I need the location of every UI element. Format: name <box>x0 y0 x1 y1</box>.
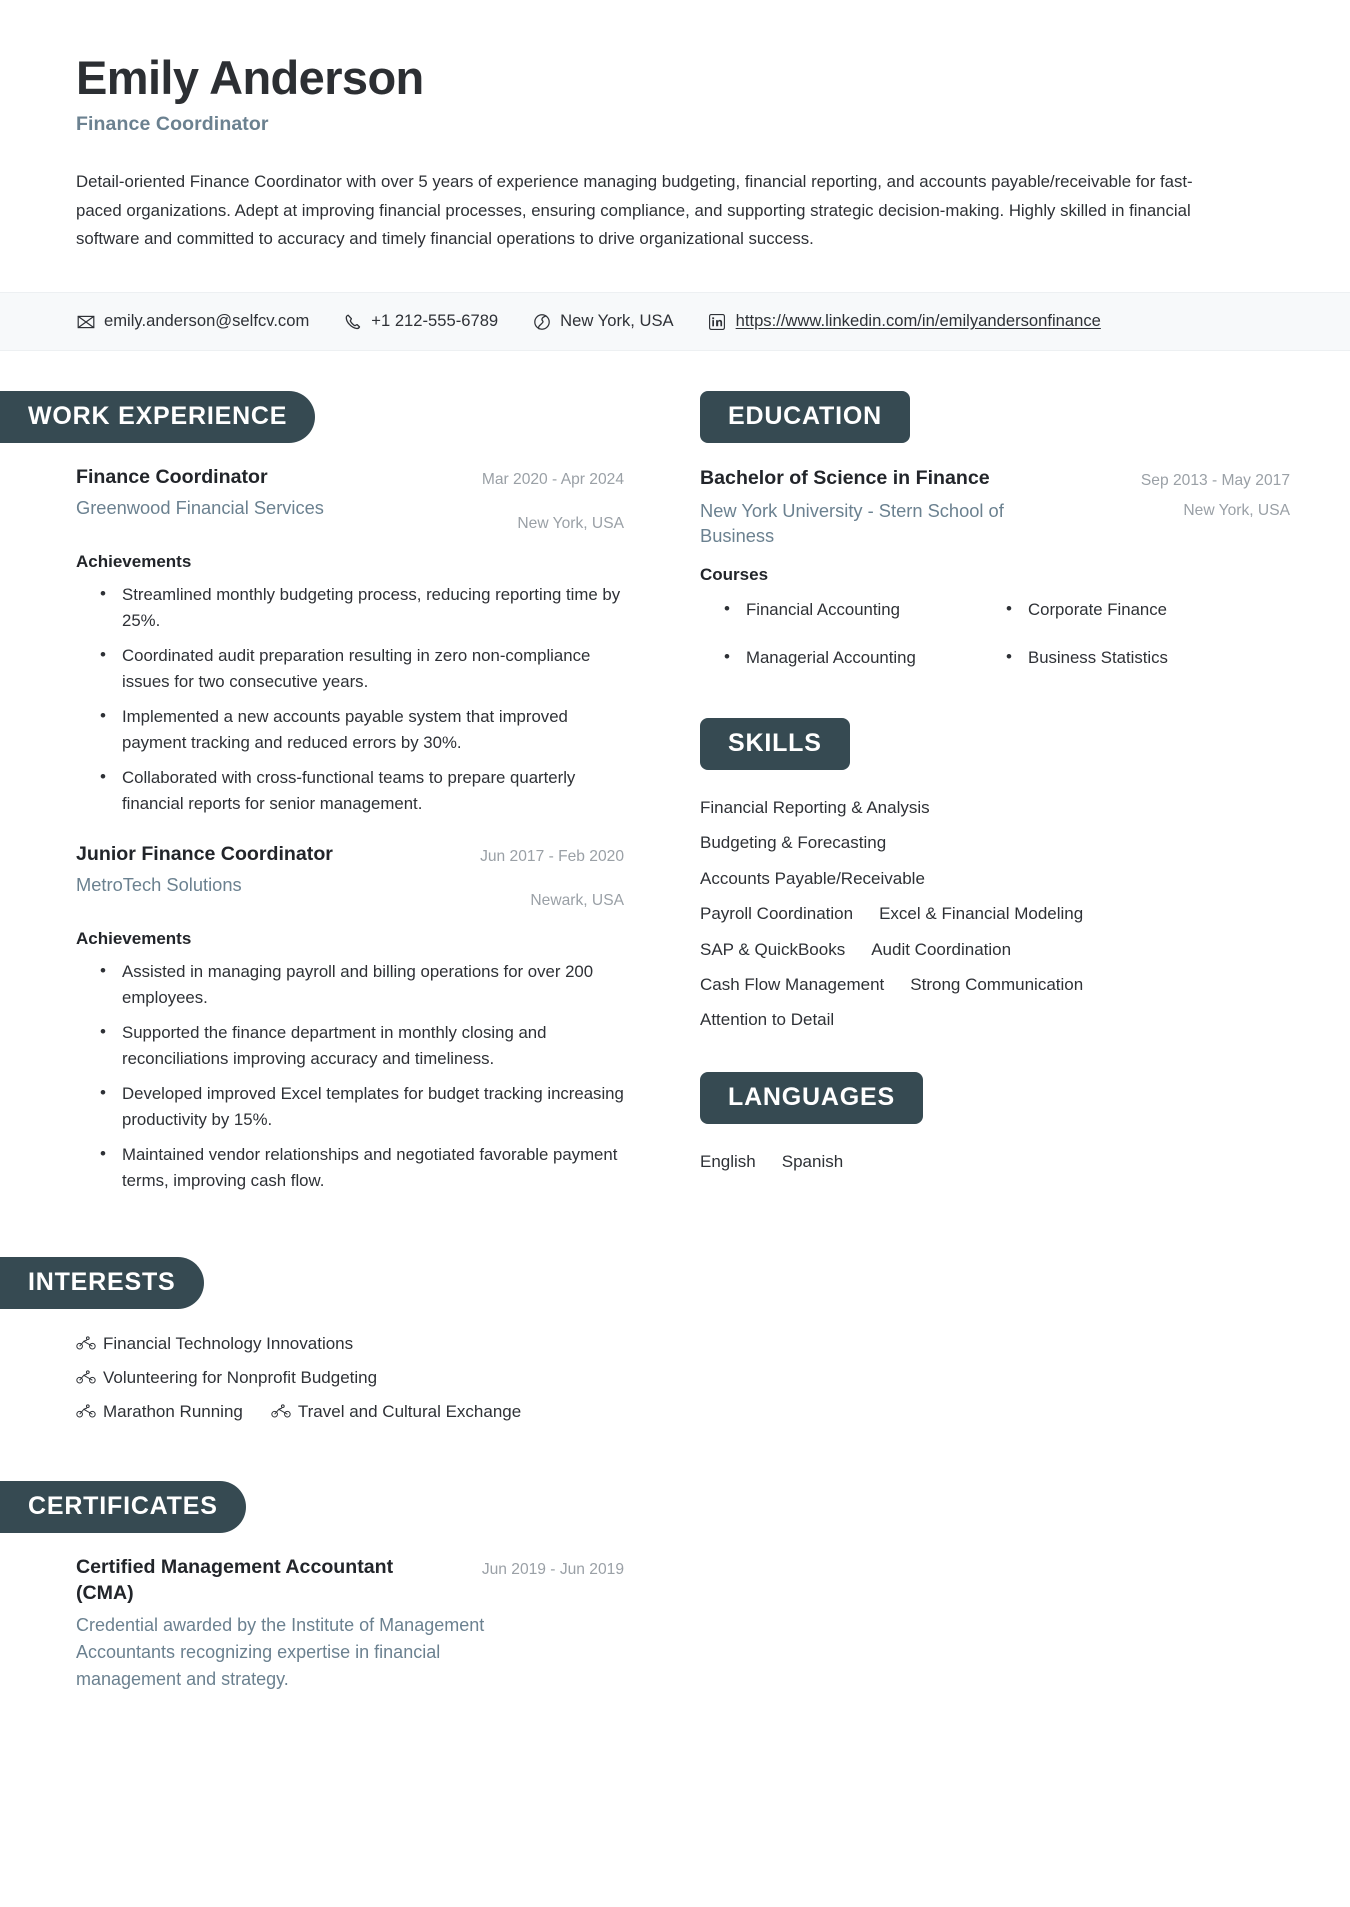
skills-body <box>700 790 1290 1038</box>
linkedin-icon <box>708 312 727 331</box>
phone-icon <box>343 312 362 331</box>
header-job-title: Finance Coordinator <box>76 112 269 135</box>
course-item: • Business Statistics <box>1028 645 1290 671</box>
certificate-date: Jun 2019 - Jun 2019 <box>481 1561 624 1579</box>
job-date: Jun 2017 - Feb 2020 <box>480 848 624 866</box>
course-item: • Financial Accounting <box>746 597 1008 623</box>
professional-summary: Detail-oriented Finance Coordinator with over 5 years of experience managing budgeting, financial reporting, and accounts payable/receivable for fast-paced organizations. Adept at improving financial processes, ensuring compliance, and supporting strategic decision-making. Highly skilled in financial software and committed to accuracy and timely financial operations to drive organizational success. <box>76 171 1193 249</box>
education-school: New York University - Stern School of Business <box>700 499 1004 546</box>
interests-body <box>0 1327 624 1429</box>
globe-icon <box>532 312 551 331</box>
achievements-label: Achievements <box>76 551 192 571</box>
achievement-item: • Maintained vendor relationships and negotiated favorable payment terms, improving cash flow. <box>122 1142 624 1193</box>
interest-item <box>76 1327 353 1361</box>
job-title: Finance Coordinator <box>76 466 268 489</box>
achievement-item: • Coordinated audit preparation resulting in zero non-compliance issues for two consecutive years. <box>122 643 624 694</box>
section-heading-skills: SKILLS <box>700 718 850 770</box>
achievements-list <box>76 582 624 816</box>
bicycle-icon <box>76 1336 96 1352</box>
contact-location-label: New York, USA <box>560 311 674 331</box>
work-experience-body <box>0 465 624 1193</box>
interest-label: Financial Technology Innovations <box>103 1334 354 1354</box>
job-location: New York, USA <box>517 514 624 532</box>
section-heading-education: EDUCATION <box>700 391 910 443</box>
skill-item: SAP & QuickBooks <box>700 939 846 959</box>
work-entry <box>76 465 624 816</box>
skill-item: Payroll Coordination <box>700 904 854 924</box>
interest-item <box>76 1361 616 1395</box>
left-column <box>0 351 700 1693</box>
section-heading-work-experience: WORK EXPERIENCE <box>0 391 315 443</box>
interest-label: Marathon Running <box>103 1402 243 1422</box>
skill-item: Attention to Detail <box>700 1010 835 1030</box>
skill-item: Accounts Payable/Receivable <box>700 868 925 888</box>
work-entry <box>76 842 624 1193</box>
job-company: Greenwood Financial Services <box>76 497 324 519</box>
skill-item: Excel & Financial Modeling <box>879 904 1084 924</box>
courses-label: Courses <box>700 565 769 585</box>
achievement-item: • Supported the finance department in monthly closing and reconciliations improving accuracy and timeliness. <box>122 1020 624 1071</box>
resume-body <box>0 351 1350 1733</box>
certificates-body <box>0 1555 624 1693</box>
job-title: Junior Finance Coordinator <box>76 843 333 866</box>
achievement-item: • Collaborated with cross-functional teams to prepare quarterly financial reports for senior management. <box>122 765 624 816</box>
contact-linkedin-label[interactable]: https://www.linkedin.com/in/emilyandersonfinance <box>735 311 1101 331</box>
bicycle-icon <box>76 1370 96 1386</box>
skills-list <box>700 790 1170 1038</box>
contact-location <box>532 309 673 334</box>
languages-list <box>700 1144 1170 1179</box>
skill-item: Strong Communication <box>910 974 1084 994</box>
contact-email[interactable] <box>76 309 309 334</box>
course-item: • Corporate Finance <box>1028 597 1290 623</box>
certificate-entry <box>76 1555 624 1693</box>
envelope-icon <box>76 312 95 331</box>
section-heading-certificates: CERTIFICATES <box>0 1481 246 1533</box>
right-column <box>700 351 1350 1693</box>
achievement-item: • Assisted in managing payroll and billing operations for over 200 employees. <box>122 959 624 1010</box>
certificate-description: Credential awarded by the Institute of Management Accountants recognizing expertise in financial management and strategy. <box>76 1614 485 1689</box>
education-location: New York, USA <box>1183 501 1290 519</box>
page-title: Emily Anderson <box>76 51 424 104</box>
interest-label: Travel and Cultural Exchange <box>297 1402 522 1422</box>
courses-list <box>700 597 1290 692</box>
bicycle-icon <box>76 1404 96 1420</box>
language-item: English <box>700 1151 756 1171</box>
contact-bar <box>0 292 1350 351</box>
skill-item: Audit Coordination <box>871 939 1012 959</box>
skill-item: Cash Flow Management <box>700 974 885 994</box>
course-item: • Managerial Accounting <box>746 645 1008 671</box>
education-date: Sep 2013 - May 2017 <box>1140 472 1290 490</box>
interest-label: Volunteering for Nonprofit Budgeting <box>103 1368 378 1388</box>
achievements-label: Achievements <box>76 929 192 948</box>
skill-item: Budgeting & Forecasting <box>700 833 887 853</box>
education-entry <box>700 465 1290 692</box>
job-location: Newark, USA <box>530 891 624 909</box>
achievement-item: • Developed improved Excel templates for budget tracking increasing productivity by 15%. <box>122 1081 624 1132</box>
interest-item <box>271 1395 521 1429</box>
achievements-list <box>76 959 624 1193</box>
section-heading-languages: LANGUAGES <box>700 1072 923 1124</box>
resume-header <box>0 0 1350 254</box>
contact-phone-label: +1 212-555-6789 <box>371 311 499 331</box>
languages-body <box>700 1144 1290 1179</box>
certificate-title: Certified Management Accountant (CMA) <box>76 1556 394 1605</box>
job-date: Mar 2020 - Apr 2024 <box>481 471 624 489</box>
section-heading-interests: INTERESTS <box>0 1257 204 1309</box>
achievement-item: • Implemented a new accounts payable system that improved payment tracking and reduced errors by 30%. <box>122 704 624 755</box>
bicycle-icon <box>271 1404 291 1420</box>
interests-list <box>76 1327 616 1429</box>
contact-phone[interactable] <box>343 309 498 334</box>
contact-linkedin[interactable] <box>708 309 1101 334</box>
education-body <box>700 465 1290 692</box>
job-company: MetroTech Solutions <box>76 874 242 896</box>
contact-email-label: emily.anderson@selfcv.com <box>104 311 310 331</box>
achievement-item: • Streamlined monthly budgeting process, reducing reporting time by 25%. <box>122 582 624 633</box>
language-item: Spanish <box>781 1151 844 1171</box>
skill-item: Financial Reporting & Analysis <box>700 798 930 818</box>
education-degree: Bachelor of Science in Finance <box>700 467 990 490</box>
interest-item <box>76 1395 243 1429</box>
